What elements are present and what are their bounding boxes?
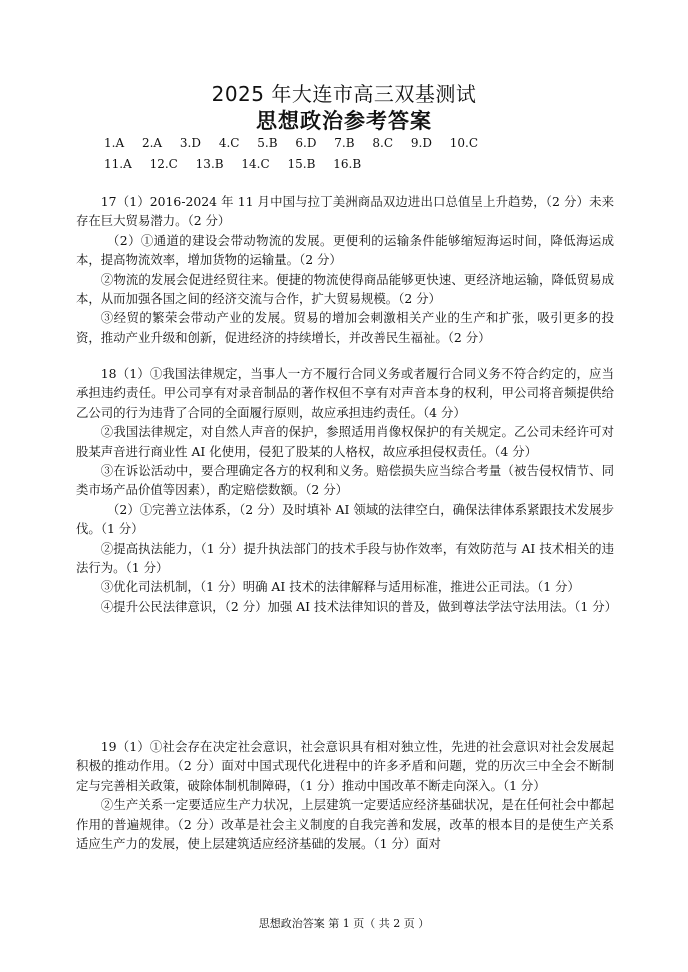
q19-paragraph: ②生产关系一定要适应生产力状况，上层建筑一定要适应经济基础状况，是在任何社会中都起作用的普遍规律。（2 分）改革是社会主义制度的自我完善和发展，改革的根本目的是使生产关系适应生产力的发展，使上层建筑适应经济基础的发展。（1 分）面对	[76, 797, 614, 852]
q18-paragraph: ③在诉讼活动中，要合理确定各方的权利和义务。赔偿损失应当综合考量（被告侵权情节、同类市场产品价值等因素），酌定赔偿数额。（2 分）	[76, 463, 614, 498]
q18-paragraph: （2）①完善立法体系，（2 分）及时填补 AI 领域的法律空白，确保法律体系紧跟技术发展步伐。（1 分）	[76, 501, 614, 537]
q18-paragraph: 18（1）①我国法律规定，当事人一方不履行合同义务或者履行合同义务不符合约定的，应当承担违约责任。甲公司享有对录音制品的著作权但不享有对声音本身的权利，甲公司将音频提供给乙公司的行为违背了合同的全面履行原则，故应承担违约责任。（4 分）	[76, 366, 614, 420]
answer-item: 8.C	[372, 136, 394, 150]
answer-item: 11.A	[104, 157, 132, 171]
q18-paragraph: ④提升公民法律意识，（2 分）加强 AI 技术法律知识的普及，做到尊法学法守法用法。（1 分）	[100, 598, 617, 614]
question-17-block	[76, 192, 614, 347]
answer-key-row-1	[104, 136, 492, 150]
answer-item: 14.C	[241, 157, 270, 171]
answer-item: 2.A	[141, 136, 163, 150]
answer-item: 13.B	[195, 157, 224, 171]
question-19-block	[76, 737, 614, 853]
q17-paragraph: （2）①通道的建设会带动物流的发展。更便利的运输条件能够缩短海运时间，降低海运成本，提高物流效率，增加货物的运输量。（2 分）	[76, 232, 614, 268]
answer-item: 15.B	[287, 157, 316, 171]
q17-paragraph: ③经贸的繁荣会带动产业的发展。贸易的增加会刺激相关产业的生产和扩张，吸引更多的投资，推动产业升级和创新，促进经济的持续增长，并改善民生福祉。（2 分）	[76, 310, 614, 345]
answer-item: 16.B	[333, 157, 362, 171]
page-footer: 思想政治答案 第 1 页（ 共 2 页 ）	[258, 917, 430, 930]
answer-item: 1.A	[104, 136, 125, 150]
answer-item: 7.B	[334, 136, 355, 150]
page-subtitle: 思想政治参考答案	[256, 109, 432, 133]
q17-paragraph: ②物流的发展会促进经贸往来。便捷的物流使得商品能够更快速、更经济地运输，降低贸易成本，从而加强各国之间的经济交流与合作，扩大贸易规模。（2 分）	[76, 271, 614, 307]
answer-key-row-2	[104, 157, 375, 171]
answer-item: 10.C	[449, 136, 479, 150]
answer-item: 9.D	[410, 136, 432, 150]
answer-item: 5.B	[257, 136, 278, 150]
answer-item: 6.D	[295, 136, 317, 150]
q19-paragraph: 19（1）①社会存在决定社会意识，社会意识具有相对独立性，先进的社会意识对社会发展起积极的推动作用。（2 分）面对中国式现代化进程中的许多矛盾和问题，党的历次三中全会不断制定与完善相关政策，破除体制机制障碍，（1 分）推动中国改革不断走向深入。（1 分）	[76, 739, 614, 793]
answer-item: 12.C	[149, 157, 178, 171]
q17-paragraph: 17（1）2016-2024 年 11 月中国与拉丁美洲商品双边进出口总值呈上升趋势，（2 分）未来存在巨大贸易潜力。（2 分）	[76, 194, 614, 229]
answer-item: 3.D	[179, 136, 201, 150]
answer-item: 4.C	[218, 136, 240, 150]
page-title: 2025 年大连市高三双基测试	[211, 82, 477, 106]
q18-paragraph: ②我国法律规定，对自然人声音的保护，参照适用肖像权保护的有关规定。乙公司未经许可对股某声音进行商业性 AI 化使用，侵犯了股某的人格权，故应承担侵权责任。（4 分）	[76, 424, 614, 459]
q18-paragraph: ②提高执法能力，（1 分）提升执法部门的技术手段与协作效率，有效防范与 AI 技术相关的违法行为。（1 分）	[76, 540, 614, 576]
question-18-block	[76, 364, 617, 616]
q18-paragraph: ③优化司法机制，（1 分）明确 AI 技术的法律解释与适用标准，推进公正司法。（1 分）	[100, 579, 580, 595]
